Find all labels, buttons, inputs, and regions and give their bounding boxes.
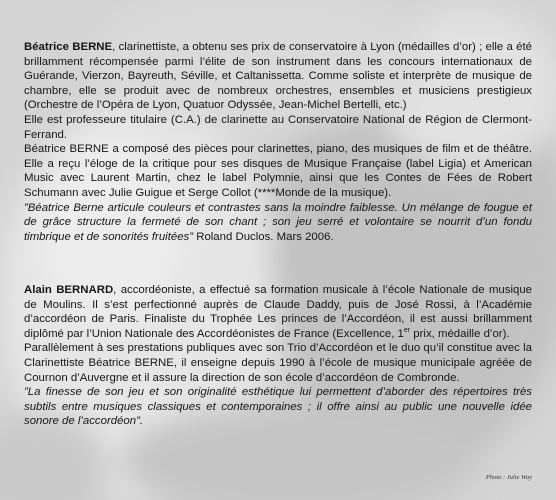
bernard-intro-paragraph bbox=[24, 283, 532, 341]
berne-intro-paragraph bbox=[24, 40, 532, 113]
photo-credit: Photo : Julie Way bbox=[485, 474, 532, 481]
bernard-intro-end: prix, médaille d’or). bbox=[410, 327, 510, 340]
bernard-press-quote: ”La finesse de son jeu et son originalité esthétique lui permettent d’aborder des répertoires très subtils entre musiques classiques et contemporaines ; il offre ainsi au public une nouvelle idée sonore de l’accordéon”. bbox=[24, 386, 532, 428]
bio-alain-bernard bbox=[24, 283, 532, 429]
ordinal-superscript: er bbox=[403, 326, 411, 334]
berne-works-paragraph: Béatrice BERNE a composé des pièces pour clarinettes, piano, des musiques de film et de théâtre. Elle a reçu l’éloge de la critique pour ses disques de Musique Française (label Ligia) et American Music avec Laurent Martin, chez le label Polymnie, ainsi que les Contes de Fées de Robert Schumann avec Julie Guigue et Serge Collot (****Monde de la musique). bbox=[24, 143, 532, 199]
berne-press-quote: ”Béatrice Berne articule couleurs et contrastes sans la moindre faiblesse. Un mélange de fougue et de grâce structure la fermeté de son chant ; son jeu serré et volontaire se nourrit d’un fondu timbrique et de sonorités fruitées” bbox=[24, 201, 532, 243]
bernard-teaching-paragraph: Parallèlement à ses prestations publiques avec son Trio d’Accordéon et le duo qu’il constitue avec la Clarinettiste Béatrice BERNE, il enseigne depuis 1990 à l’école de musique municipale agréée de Cournon d’Auvergne et il assure la direction de son école d’accordéon de Combronde. bbox=[24, 342, 532, 384]
bernard-intro-text: , accordéoniste, a effectué sa formation musicale à l’école Nationale de musique de Moulins. Il s’est perfectionné auprès de Claude Daddy, puis de José Rossi, à l’Académie d’accordéon de Paris. Finaliste du Trophée Les princes de l’Accordéon, il est aussi brillamment diplômé par l’Union Nationale des Accordéonistes de France (Excellence, 1 bbox=[24, 284, 533, 340]
bernard-name: Alain BERNARD bbox=[24, 284, 114, 296]
berne-press-paragraph bbox=[24, 201, 532, 245]
berne-quote-source: Roland Duclos. Mars 2006. bbox=[193, 230, 334, 243]
berne-teaching-paragraph: Elle est professeure titulaire (C.A.) de clarinette au Conservatoire National de Région de Clermont-Ferrand. bbox=[24, 113, 532, 141]
bio-beatrice-berne bbox=[24, 40, 532, 244]
berne-intro-text: , clarinettiste, a obtenu ses prix de conservatoire à Lyon (médailles d’or) ; elle a été brillamment récompensée parmi l’élite de son instrument dans les concours internationaux de Guérande, Vierzon, Bayreuth, Séville, et Caltanissetta. Comme soliste et interprète de musique de chambre, elle se produit avec de nombreux orchestres, ensembles et musiciens prestigieux (Orchestre de l’Opéra de Lyon, Quatuor Odyssée, Jean-Michel Bertelli, etc.) bbox=[24, 41, 532, 112]
berne-name: Béatrice BERNE bbox=[24, 41, 113, 53]
bernard-press-paragraph bbox=[24, 385, 532, 429]
